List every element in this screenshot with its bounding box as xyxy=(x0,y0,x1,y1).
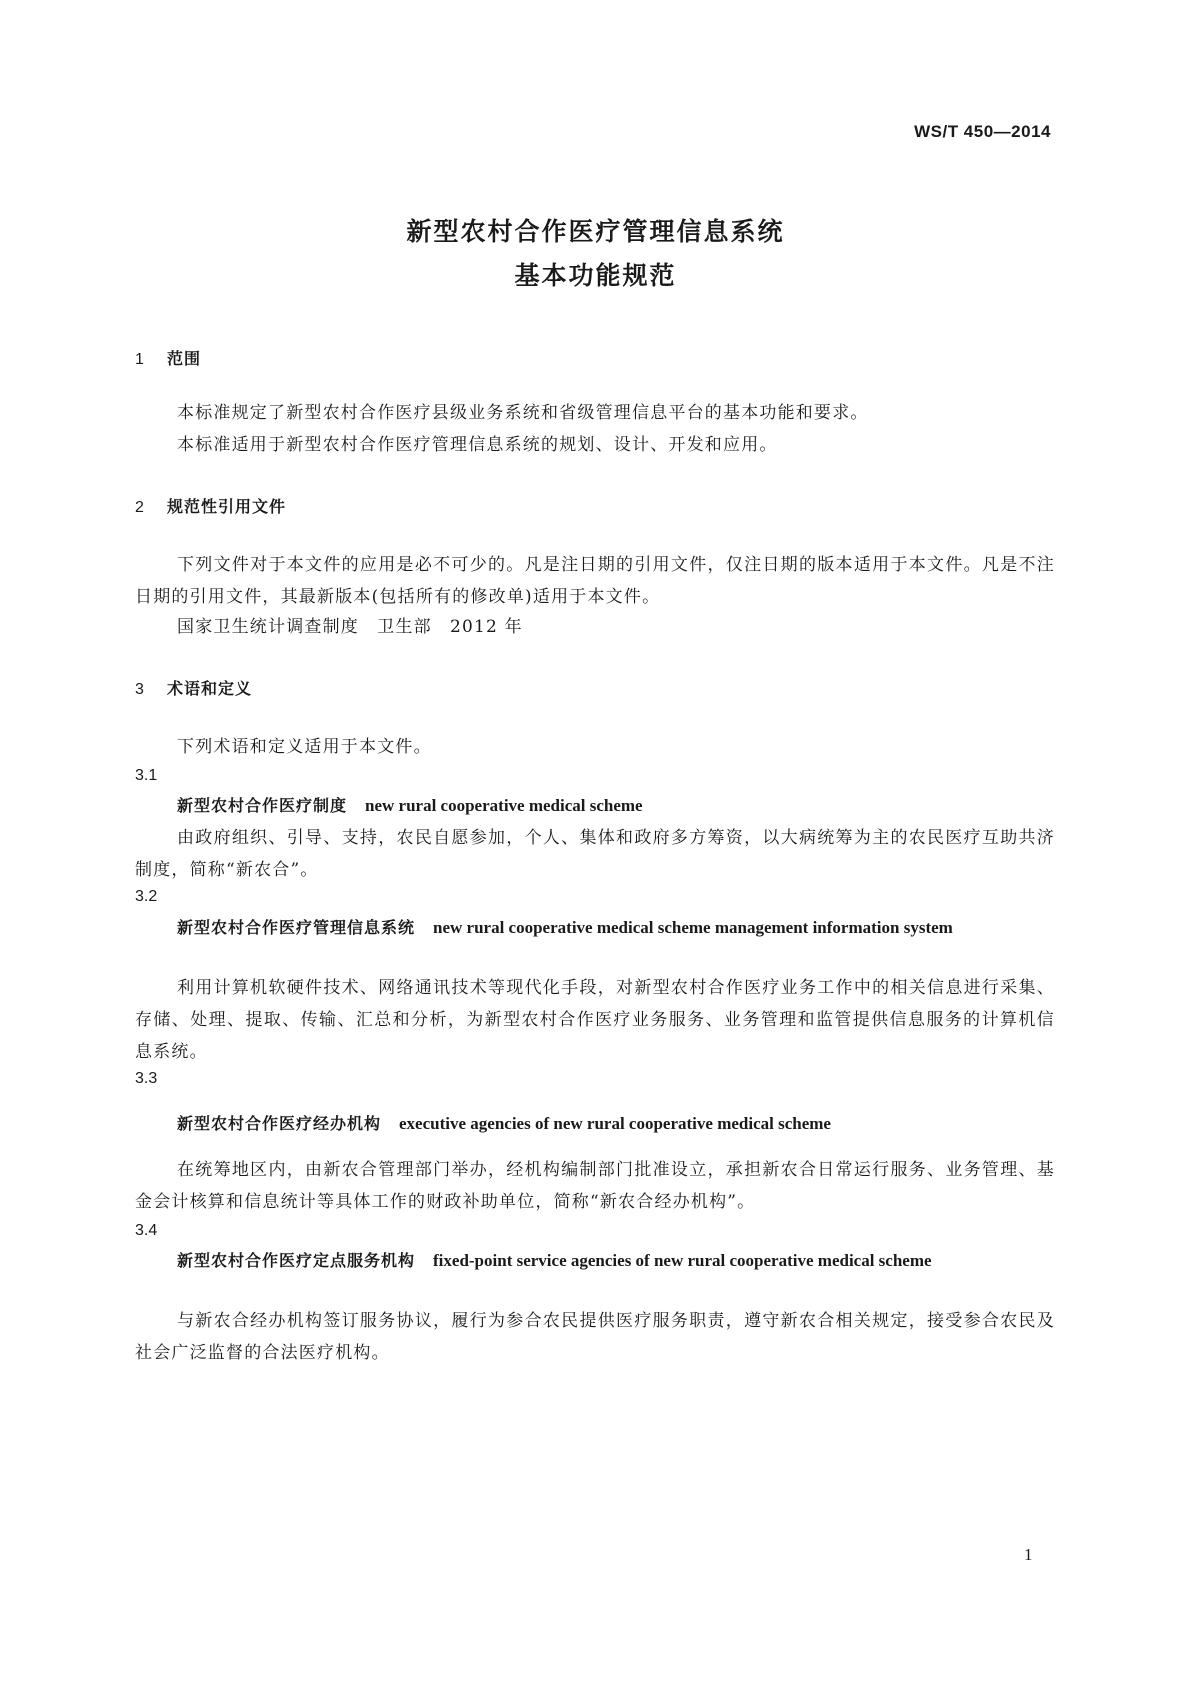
section-2-heading xyxy=(135,494,286,517)
page-number: 1 xyxy=(1024,1545,1033,1564)
term-number: 3.4 xyxy=(135,1222,158,1239)
term-definition: 由政府组织、引导、支持，农民自愿参加，个人、集体和政府多方筹资，以大病统筹为主的农民医疗互助共济制度，简称“新农合”。 xyxy=(135,828,1055,880)
term-english: executive agencies of new rural cooperative medical scheme xyxy=(399,1114,831,1133)
normative-reference: 国家卫生统计调查制度 卫生部 2012 年 xyxy=(177,617,523,637)
section-number: 3 xyxy=(135,681,145,698)
document-title-line2: 基本功能规范 xyxy=(514,261,677,290)
term-definition: 在统筹地区内，由新农合管理部门举办，经机构编制部门批准设立，承担新农合日常运行服务、业务管理、基金会计核算和信息统计等具体工作的财政补助单位，简称“新农合经办机构”。 xyxy=(135,1160,1055,1212)
section-3-intro: 下列术语和定义适用于本文件。 xyxy=(177,737,432,757)
term-number: 3.3 xyxy=(135,1070,158,1087)
section-title: 规范性引用文件 xyxy=(167,497,287,516)
term-chinese: 新型农村合作医疗制度 xyxy=(177,796,348,815)
term-heading xyxy=(177,1108,1057,1140)
term-chinese: 新型农村合作医疗管理信息系统 xyxy=(177,918,416,937)
section-title: 术语和定义 xyxy=(167,679,253,698)
term-definition: 与新农合经办机构签订服务协议，履行为参合农民提供医疗服务职责，遵守新农合相关规定，接受参合农民及社会广泛监督的合法医疗机构。 xyxy=(135,1311,1055,1363)
document-code: WS/T 450—2014 xyxy=(914,122,1051,141)
term-english: new rural cooperative medical scheme xyxy=(365,796,643,815)
section-number: 1 xyxy=(135,351,145,368)
section-1-heading xyxy=(135,346,201,369)
section-number: 2 xyxy=(135,499,145,516)
term-number: 3.1 xyxy=(135,767,158,784)
term-heading xyxy=(177,912,1057,944)
section-1-paragraph-1: 本标准规定了新型农村合作医疗县级业务系统和省级管理信息平台的基本功能和要求。 xyxy=(177,403,869,423)
section-title: 范围 xyxy=(167,349,202,368)
term-english: new rural cooperative medical scheme management information system xyxy=(433,918,953,937)
term-number: 3.2 xyxy=(135,888,158,905)
section-3-heading xyxy=(135,676,252,699)
term-chinese: 新型农村合作医疗经办机构 xyxy=(177,1114,382,1133)
term-definition: 利用计算机软硬件技术、网络通讯技术等现代化手段，对新型农村合作医疗业务工作中的相关信息进行采集、存储、处理、提取、传输、汇总和分析，为新型农村合作医疗业务服务、业务管理和监管提供信息服务的计算机信息系统。 xyxy=(135,978,1055,1062)
section-2-paragraph-1: 下列文件对于本文件的应用是必不可少的。凡是注日期的引用文件，仅注日期的版本适用于本文件。凡是不注日期的引用文件，其最新版本(包括所有的修改单)适用于本文件。 xyxy=(135,555,1055,607)
section-1-paragraph-2: 本标准适用于新型农村合作医疗管理信息系统的规划、设计、开发和应用。 xyxy=(177,435,778,455)
term-chinese: 新型农村合作医疗定点服务机构 xyxy=(177,1251,416,1270)
term-english: fixed-point service agencies of new rural cooperative medical scheme xyxy=(433,1251,932,1270)
document-title-line1: 新型农村合作医疗管理信息系统 xyxy=(406,217,785,246)
term-heading xyxy=(177,790,1057,822)
term-heading xyxy=(177,1245,1057,1277)
